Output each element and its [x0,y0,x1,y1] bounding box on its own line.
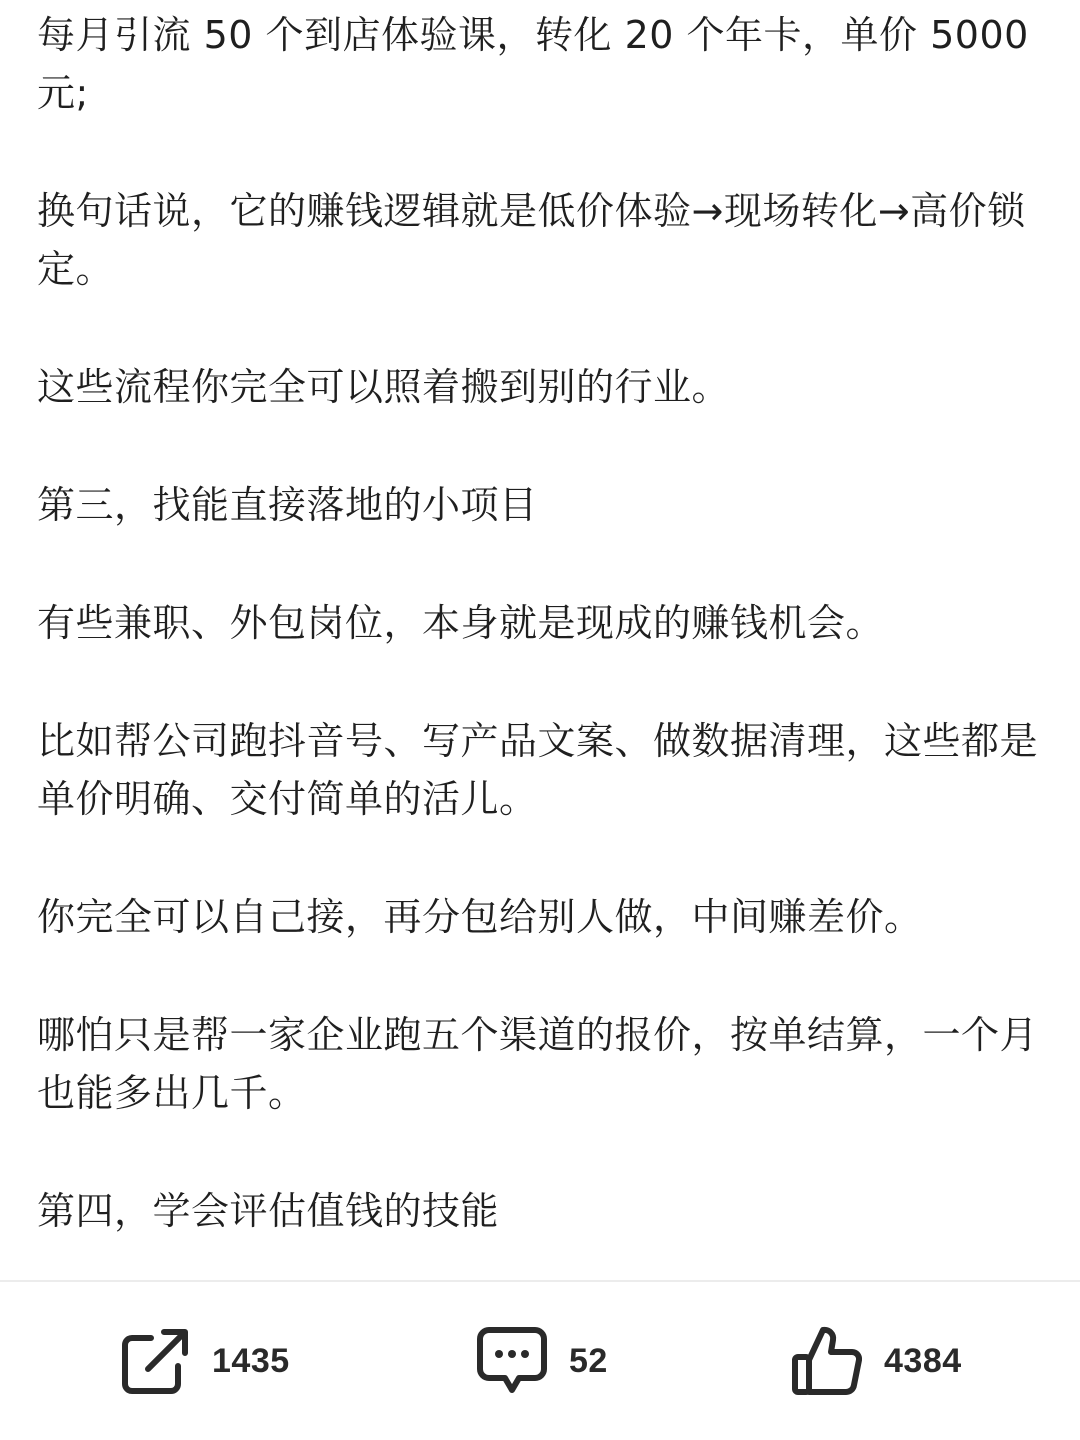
share-button[interactable] [118,1325,290,1397]
paragraph-subcontract: 你完全可以自己接，再分包给别人做，中间赚差价。 [37,895,923,939]
share-count: 1435 [212,1341,290,1380]
comment-icon [475,1324,549,1398]
section-heading-fourth: 第四，学会评估值钱的技能 [37,1189,500,1233]
comment-count: 52 [569,1341,608,1380]
comment-button[interactable] [475,1325,608,1397]
paragraph-money-logic: 换句话说，它的赚钱逻辑就是低价体验→现场转化→高价锁定。 [37,189,1026,291]
action-bar [0,1282,1080,1440]
paragraph-quote-example: 哪怕只是帮一家企业跑五个渠道的报价，按单结算，一个月也能多出几千。 [37,1013,1039,1115]
thumbs-up-icon [790,1324,864,1398]
paragraph-examples: 比如帮公司跑抖音号、写产品文案、做数据清理，这些都是单价明确、交付简单的活儿。 [37,719,1039,821]
share-icon [118,1324,192,1398]
section-heading-third: 第三，找能直接落地的小项目 [37,483,538,527]
paragraph-pricing-example: 每月引流 50 个到店体验课，转化 20 个年卡，单价 5000 元; [37,13,1042,115]
paragraph-side-jobs: 有些兼职、外包岗位，本身就是现成的赚钱机会。 [37,601,885,645]
article-body [37,6,1052,1300]
like-count: 4384 [884,1341,962,1380]
paragraph-transfer-process: 这些流程你完全可以照着搬到别的行业。 [37,365,731,409]
like-button[interactable] [790,1325,962,1397]
